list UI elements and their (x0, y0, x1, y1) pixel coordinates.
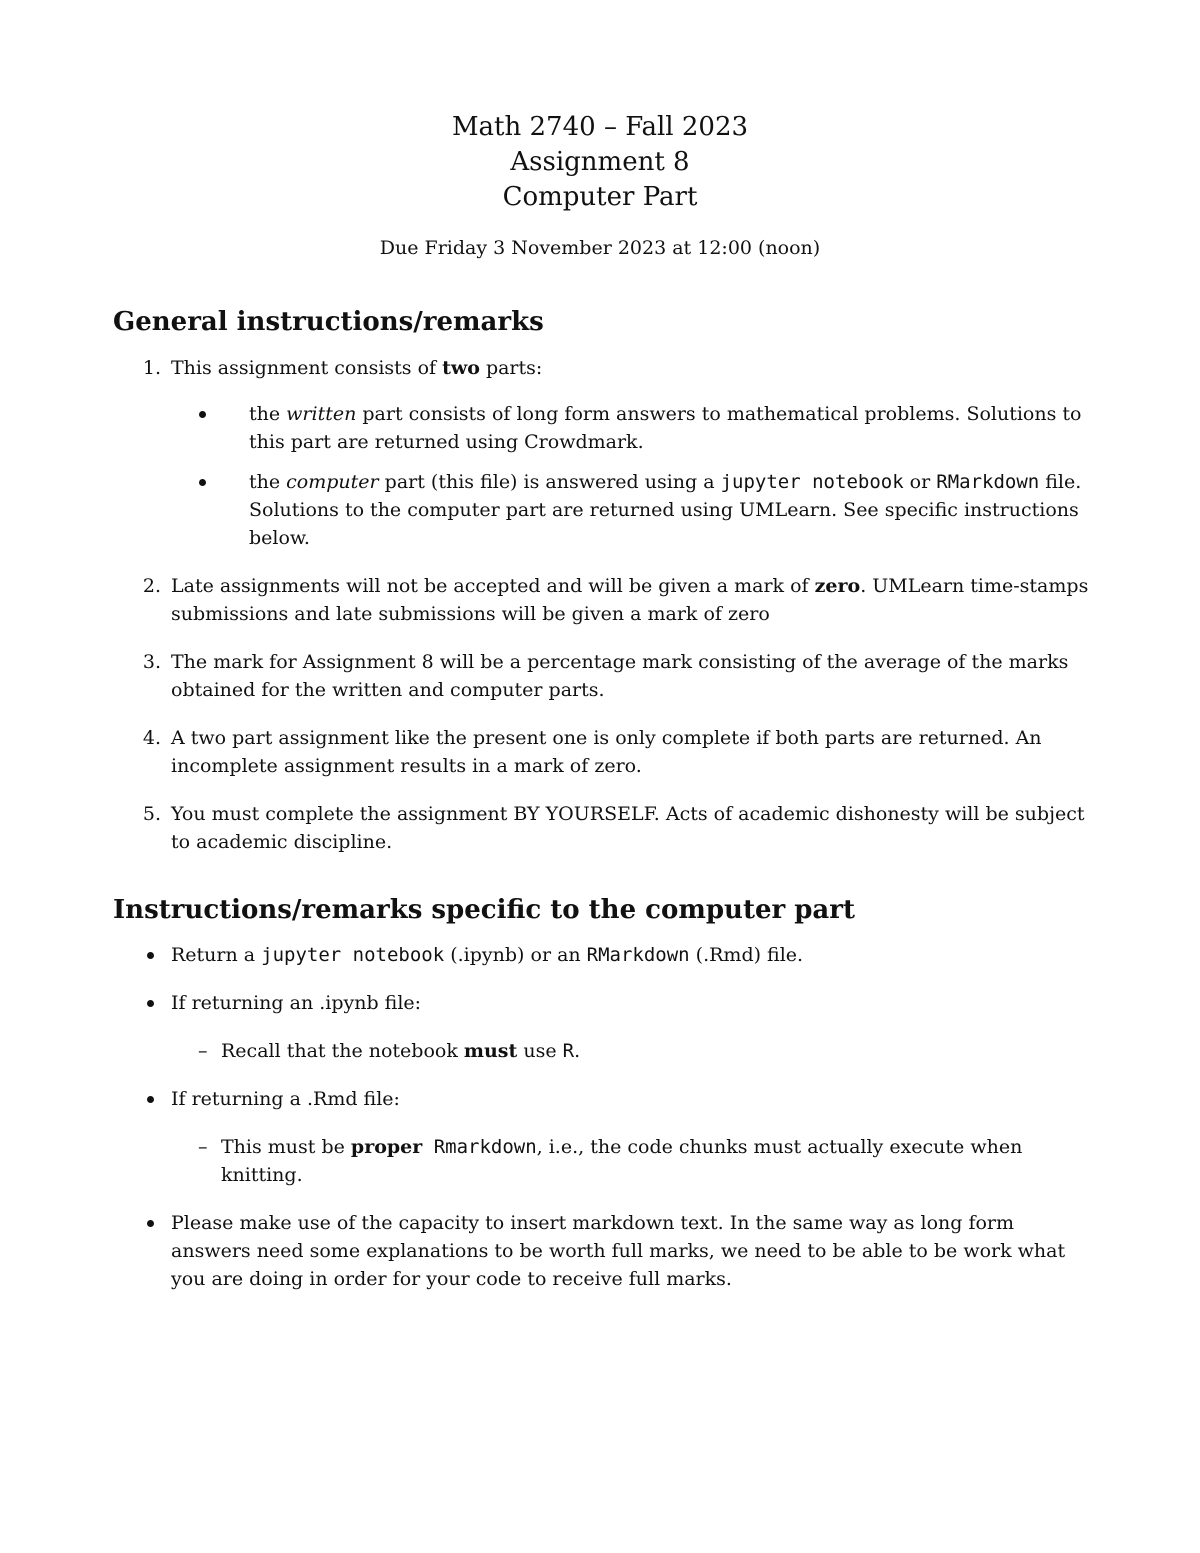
list-item (113, 1209, 1093, 1293)
sub-list-item (113, 1133, 1093, 1189)
sub-text: use (517, 1040, 563, 1062)
item-number: 5. (142, 803, 161, 825)
list-item (113, 354, 1093, 552)
dash-marker: – (198, 1040, 208, 1062)
item-text: Return a (171, 944, 262, 966)
item-text: This assignment consists of (171, 357, 443, 379)
sub-text: , i.e., the code chunks must actually execute when knitting. (221, 1136, 1023, 1186)
bullet-icon (147, 952, 154, 959)
bullet-icon (147, 1096, 154, 1103)
item-number: 2. (142, 575, 161, 597)
item-bold: two (442, 357, 480, 379)
list-item (113, 1085, 1093, 1113)
code-text: R (562, 1040, 575, 1062)
specific-heading: Instructions/remarks specific to the computer part (113, 895, 855, 925)
bullet-icon (147, 1220, 154, 1227)
item-text: If returning an .ipynb file: (171, 992, 422, 1014)
bullet-icon (199, 479, 206, 486)
item-text: parts: (479, 357, 543, 379)
sub-bold: must (463, 1040, 518, 1062)
item-text: Please make use of the capacity to insert markdown text. In the same way as long form answers need some explanations to be worth full marks, we need to be able to be work what you are doing in order for your code to receive full marks. (171, 1212, 1066, 1290)
list-item (113, 941, 1093, 969)
item-number: 3. (142, 651, 161, 673)
assignment-title: Assignment 8 (510, 147, 690, 177)
general-list (113, 354, 1093, 876)
sub-text: part consists of long form answers to mathematical problems. Solutions to this part are returned using Crowdmark. (249, 403, 1082, 453)
code-text: Rmarkdown (422, 1136, 537, 1158)
list-item (113, 724, 1093, 780)
sub-text: . (574, 1040, 581, 1062)
code-text: jupyter notebook (261, 944, 445, 966)
item-text: If returning a .Rmd file: (171, 1088, 400, 1110)
item-text: . UMLearn time-stamps submissions and late submissions will be given a mark of zero (171, 575, 1089, 625)
item-number: 4. (142, 727, 161, 749)
specific-list (113, 941, 1093, 1313)
sub-list-item (113, 1037, 1093, 1065)
list-item (113, 800, 1093, 856)
sub-em: written (286, 403, 357, 425)
sub-text: or (903, 471, 937, 493)
course-title: Math 2740 – Fall 2023 (451, 112, 749, 142)
sub-list (201, 400, 1093, 552)
list-item (113, 572, 1093, 628)
item-text: The mark for Assignment 8 will be a percentage mark consisting of the average of the marks obtained for the written and computer parts. (171, 651, 1069, 701)
code-text: RMarkdown (586, 944, 690, 966)
page-header (0, 110, 1200, 261)
item-text: You must complete the assignment BY YOURSELF. Acts of academic dishonesty will be subject to academic discipline. (171, 803, 1085, 853)
code-text: RMarkdown (936, 471, 1040, 493)
sub-em: computer (286, 471, 379, 493)
general-heading: General instructions/remarks (113, 307, 544, 337)
sub-text: file. Solutions to the computer part are returned using UMLearn. See specific instructions below. (249, 471, 1082, 549)
item-text: A two part assignment like the present one is only complete if both parts are returned. An incomplete assignment results in a mark of zero. (171, 727, 1042, 777)
due-date: Due Friday 3 November 2023 at 12:00 (noon) (379, 237, 821, 259)
item-number: 1. (142, 357, 161, 379)
bullet-icon (199, 411, 206, 418)
item-bold: zero (814, 575, 861, 597)
list-item (113, 648, 1093, 704)
sub-text: This must be (221, 1136, 351, 1158)
sub-text: the (249, 471, 287, 493)
item-text: (.ipynb) or an (444, 944, 587, 966)
item-text: Late assignments will not be accepted and will be given a mark of (171, 575, 815, 597)
list-item (113, 989, 1093, 1017)
code-text: jupyter notebook (720, 471, 904, 493)
part-title: Computer Part (502, 182, 698, 212)
bullet-icon (147, 1000, 154, 1007)
sub-text: Recall that the notebook (221, 1040, 464, 1062)
sub-text: part (this file) is answered using a (378, 471, 721, 493)
sub-list-item (201, 468, 1093, 552)
item-text: (.Rmd) file. (689, 944, 804, 966)
dash-marker: – (198, 1136, 208, 1158)
sub-list-item (201, 400, 1093, 456)
sub-text: the (249, 403, 287, 425)
sub-bold: proper (350, 1136, 423, 1158)
